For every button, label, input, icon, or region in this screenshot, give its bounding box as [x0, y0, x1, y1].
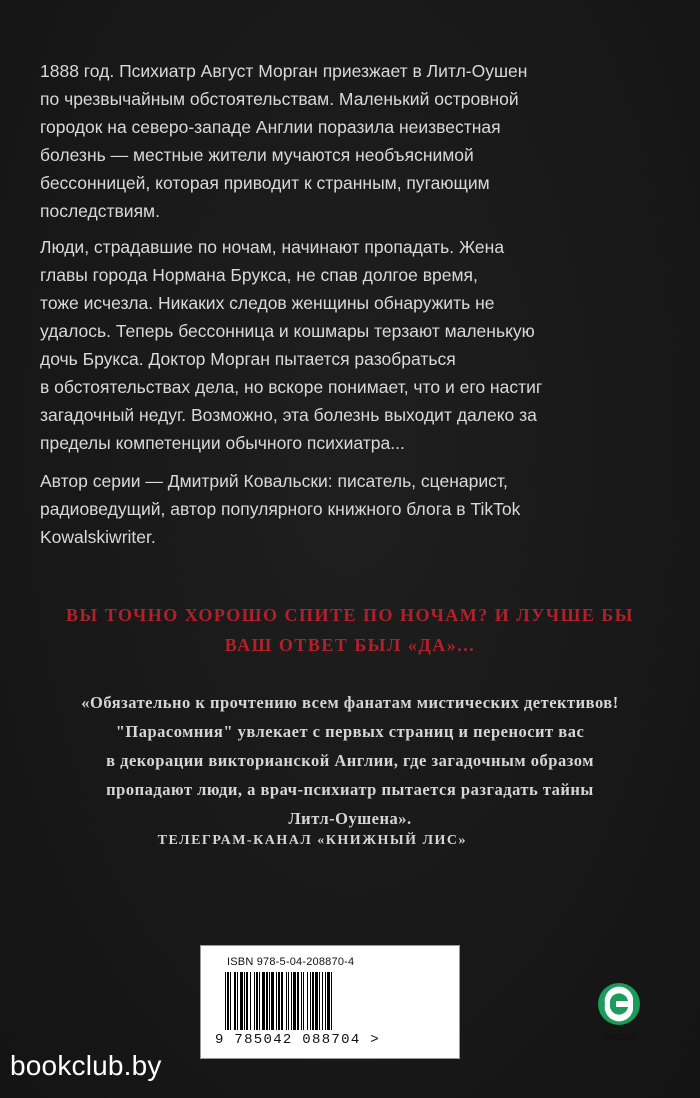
review-quote [40, 688, 660, 833]
barcode-digits: 9 785042 088704 > [215, 1032, 380, 1048]
text-line: радиоведущий, автор популярного книжного блога в TikTok [40, 499, 521, 519]
quote-source-text: ТЕЛЕГРАМ-КАНАЛ «КНИЖНЫЙ ЛИС» [157, 833, 467, 848]
watermark-text: bookclub.by [10, 1050, 162, 1081]
text-line: тоже исчезла. Никаких следов женщины обнаружить не [40, 293, 495, 313]
description-paragraph-2 [40, 233, 665, 457]
text-line: по чрезвычайным обстоятельствам. Маленький островной [40, 89, 519, 109]
text-line: городок на северо-западе Англии поразила неизвестная [40, 117, 501, 137]
text-line: Люди, страдавшие по ночам, начинают пропадать. Жена [40, 237, 505, 257]
text-line: загадочный недуг. Возможно, эта болезнь выходит далеко за [40, 405, 537, 425]
description-paragraph-1 [40, 57, 665, 225]
text-line: Kowalskiwriter. [40, 527, 156, 547]
text-line: в обстоятельствах дела, но вскоре понимает, что и его настиг [40, 377, 543, 397]
quote-line: «Обязательно к прочтению всем фанатам мистических детективов! [81, 693, 619, 712]
tagline-line: ВАШ ОТВЕТ БЫЛ «ДА»... [224, 635, 476, 655]
author-paragraph [40, 467, 665, 551]
text-line: дочь Брукса. Доктор Морган пытается разобраться [40, 349, 456, 369]
eksmo-logo-icon [594, 974, 644, 1044]
quote-source [0, 833, 655, 849]
tagline [0, 600, 700, 660]
isbn-text: ISBN 978-5-04-208870-4 [227, 956, 355, 968]
quote-line: в декорации викторианской Англии, где загадочным образом [106, 751, 594, 770]
text-line: бессонницей, которая приводит к странным, пугающим [40, 173, 490, 193]
text-line: главы города Нормана Брукса, не спав долгое время, [40, 265, 478, 285]
text-line: удалось. Теперь бессонница и кошмары терзают маленькую [40, 321, 535, 341]
barcode-panel [200, 945, 636, 1059]
text-line: 1888 год. Психиатр Август Морган приезжает в Литл-Оушен [40, 61, 528, 81]
text-line: Автор серии — Дмитрий Ковальски: писатель, сценарист, [40, 471, 508, 491]
tagline-line: ВЫ ТОЧНО ХОРОШО СПИТЕ ПО НОЧАМ? И ЛУЧШЕ БЫ [66, 605, 634, 625]
publisher-logo-text: ЭКСМО [602, 1032, 636, 1042]
text-line: болезнь — местные жители мучаются необъяснимой [40, 145, 474, 165]
quote-line: "Парасомния" увлекает с первых страниц и переносит вас [115, 722, 585, 741]
text-line: последствиям. [40, 201, 160, 221]
barcode-icon [225, 972, 391, 1032]
quote-line: Литл-Оушена». [288, 809, 412, 828]
quote-line: пропадают люди, а врач-психиатр пытается разгадать тайны [106, 780, 594, 799]
text-line: пределы компетенции обычного психиатра... [40, 433, 405, 453]
